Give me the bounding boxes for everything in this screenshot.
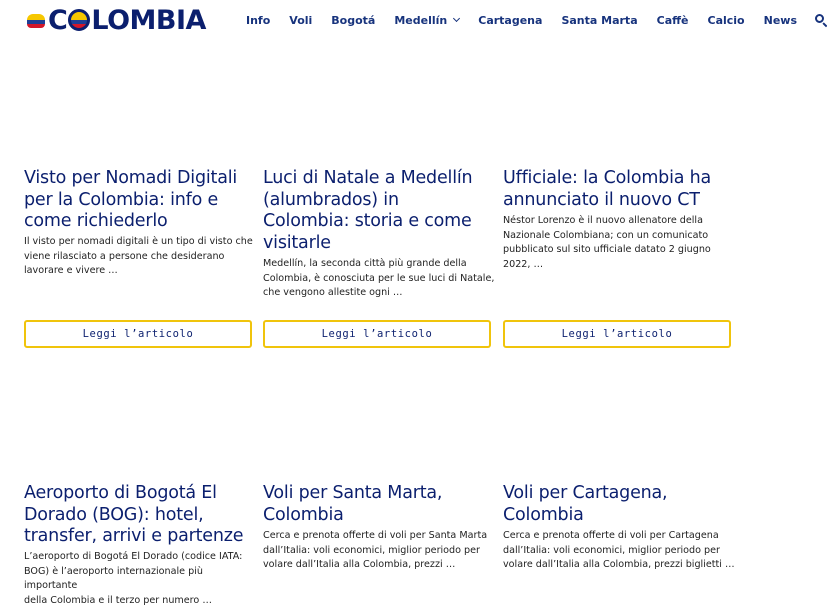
nav-item-medellin[interactable] — [394, 14, 459, 27]
nav-item-cartagena[interactable]: Cartagena — [478, 13, 543, 27]
read-article-button[interactable]: Leggi l’articolo — [24, 320, 252, 348]
article-title[interactable]: Ufficiale: la Colombia ha annunciato il nuovo CT — [503, 168, 712, 210]
chevron-down-icon — [453, 15, 460, 22]
article-excerpt: Medellín, la seconda città più grande della Colombia, è conosciuta per le sue luci di Natale, che vengono allestite ogni … — [263, 258, 495, 298]
read-article-button[interactable]: Leggi l’articolo — [263, 320, 491, 348]
colombia-flag-icon — [27, 9, 47, 31]
article-image[interactable] — [503, 363, 731, 481]
nav-item-santa-marta[interactable]: Santa Marta — [561, 13, 638, 27]
nav-item-medellin-label: Medellín — [394, 13, 448, 27]
article-excerpt: Néstor Lorenzo è il nuovo allenatore della Nazionale Colombiana; con un comunicato pubblicato sul sito ufficiale datato 2 giugno 2022, … — [503, 215, 711, 270]
nav-item-news[interactable]: News — [763, 13, 798, 27]
article-image[interactable] — [24, 48, 252, 166]
logo-o-flag-icon — [68, 9, 90, 31]
logo-text-post: LOMBIA — [91, 4, 206, 36]
nav-item-calcio[interactable]: Calcio — [707, 13, 745, 27]
site-header — [0, 0, 798, 40]
article-title[interactable]: Aeroporto di Bogotá El Dorado (BOG): hotel, transfer, arrivi e partenze — [24, 483, 244, 546]
article-excerpt: Il visto per nomadi digitali è un tipo di visto che viene rilasciato a persone che desiderano lavorare e vivere … — [24, 236, 253, 276]
article-title[interactable]: Voli per Cartagena, Colombia — [503, 483, 668, 525]
nav-item-caffe[interactable]: Caffè — [656, 13, 689, 27]
nav-item-bogota[interactable]: Bogotá — [331, 13, 376, 27]
logo-wordmark — [48, 5, 206, 36]
article-image[interactable] — [263, 363, 491, 481]
site-logo[interactable] — [27, 5, 206, 35]
article-excerpt: Cerca e prenota offerte di voli per Santa Marta dall’Italia: voli economici, miglior periodo per volare dall’Italia alla Colombia, prezzi … — [263, 530, 488, 570]
article-excerpt: Cerca e prenota offerte di voli per Cartagena dall’Italia: voli economici, miglior periodo per volare dall’Italia alla Colombia, prezzi biglietti … — [503, 530, 735, 570]
main-nav — [246, 11, 827, 29]
article-image[interactable] — [263, 48, 491, 166]
article-title[interactable]: Luci di Natale a Medellín (alumbrados) in Colombia: storia e come visitarle — [263, 168, 473, 253]
article-image[interactable] — [24, 363, 252, 481]
article-title[interactable]: Voli per Santa Marta, Colombia — [263, 483, 443, 525]
logo-text-pre: C — [48, 4, 68, 36]
search-icon[interactable] — [815, 14, 827, 26]
article-title[interactable]: Visto per Nomadi Digitali per la Colombia: info e come richiederlo — [24, 168, 238, 231]
article-excerpt: L’aeroporto di Bogotá El Dorado (codice IATA: BOG) è l’aeroporto internazionale più importante della Colombia e il terzo per numero … — [24, 551, 243, 606]
nav-item-info[interactable]: Info — [246, 13, 271, 27]
article-image[interactable] — [503, 48, 731, 166]
read-article-button[interactable]: Leggi l’articolo — [503, 320, 731, 348]
nav-item-voli[interactable]: Voli — [289, 13, 313, 27]
